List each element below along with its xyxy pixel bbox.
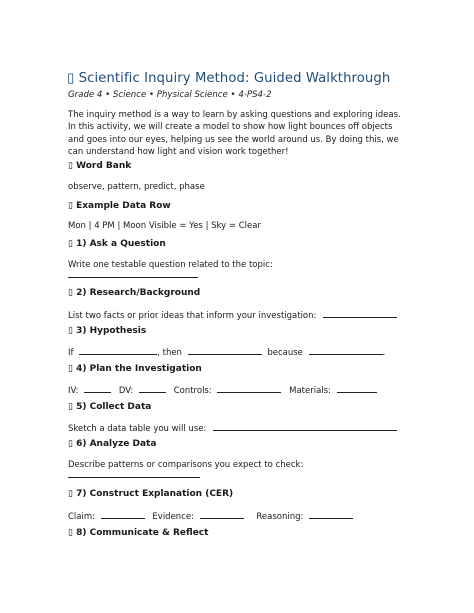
- research-answer-line[interactable]: [323, 308, 397, 318]
- section-ask-heading: ▯ 1) Ask a Question: [68, 239, 166, 249]
- then-blank[interactable]: [188, 345, 262, 355]
- collect-line: [68, 421, 397, 434]
- intro-line: and goes into our eyes, helping us see the world around us. By doing this, we: [68, 134, 399, 145]
- page-subtitle: Grade 4 • Science • Physical Science • 4-PS4-2: [68, 90, 272, 100]
- hypothesis-period: .: [382, 348, 386, 358]
- section-collect-heading: ▯ 5) Collect Data: [68, 402, 152, 412]
- section-research-heading: ▯ 2) Research/Background: [68, 288, 201, 298]
- section-cer-heading: ▯ 7) Construct Explanation (CER): [68, 489, 234, 499]
- section-analyze-prompt: Describe patterns or comparisons you expect to check:: [68, 460, 304, 470]
- if-blank[interactable]: [79, 345, 157, 355]
- reasoning-blank[interactable]: [309, 509, 353, 519]
- reasoning-label: Reasoning:: [256, 512, 304, 522]
- intro-line: The inquiry method is a way to learn by asking questions and exploring ideas.: [68, 110, 401, 120]
- analyze-answer-line[interactable]: [68, 468, 200, 478]
- dv-blank[interactable]: [139, 383, 166, 393]
- research-prompt: List two facts or prior ideas that inform your investigation:: [68, 311, 317, 321]
- because-label: because: [267, 348, 303, 358]
- page-title: ▯ Scientific Inquiry Method: Guided Walkthrough: [67, 71, 391, 86]
- section-hypothesis-heading: ▯ 3) Hypothesis: [68, 326, 147, 336]
- materials-label: Materials:: [289, 386, 331, 396]
- if-label: If: [68, 348, 74, 358]
- section-analyze-heading: ▯ 6) Analyze Data: [68, 439, 157, 449]
- plan-line: [68, 383, 377, 396]
- controls-label: Controls:: [173, 386, 212, 396]
- example-row-heading: ▯ Example Data Row: [68, 201, 171, 211]
- word-bank-words: observe, pattern, predict, phase: [68, 182, 205, 192]
- iv-blank[interactable]: [84, 383, 111, 393]
- iv-label: IV:: [68, 386, 79, 396]
- dv-label: DV:: [118, 386, 134, 396]
- section-communicate-heading: ▯ 8) Communicate & Reflect: [68, 528, 209, 538]
- evidence-blank[interactable]: [200, 509, 244, 519]
- cer-line: [68, 509, 353, 522]
- then-label: , then: [157, 348, 182, 358]
- claim-blank[interactable]: [101, 509, 145, 519]
- ask-answer-line[interactable]: [68, 268, 198, 278]
- because-blank[interactable]: [309, 345, 383, 355]
- section-research-line: [68, 308, 397, 321]
- word-bank-heading: ▯ Word Bank: [68, 161, 132, 171]
- section-ask-prompt: Write one testable question related to the topic:: [68, 260, 273, 270]
- collect-prompt: Sketch a data table you will use:: [68, 424, 207, 434]
- intro-paragraph: [68, 109, 418, 159]
- hypothesis-line: [68, 345, 385, 358]
- evidence-label: Evidence:: [152, 512, 194, 522]
- section-plan-heading: ▯ 4) Plan the Investigation: [68, 364, 202, 374]
- materials-blank[interactable]: [337, 383, 377, 393]
- controls-blank[interactable]: [217, 383, 281, 393]
- intro-line: can understand how light and vision work together!: [68, 147, 289, 158]
- example-row-text: Mon | 4 PM | Moon Visible = Yes | Sky = Clear: [68, 221, 261, 231]
- intro-line: In this activity, we will create a model to show how light bounces off objects: [68, 122, 393, 133]
- collect-answer-line[interactable]: [213, 421, 397, 431]
- claim-label: Claim:: [68, 512, 96, 522]
